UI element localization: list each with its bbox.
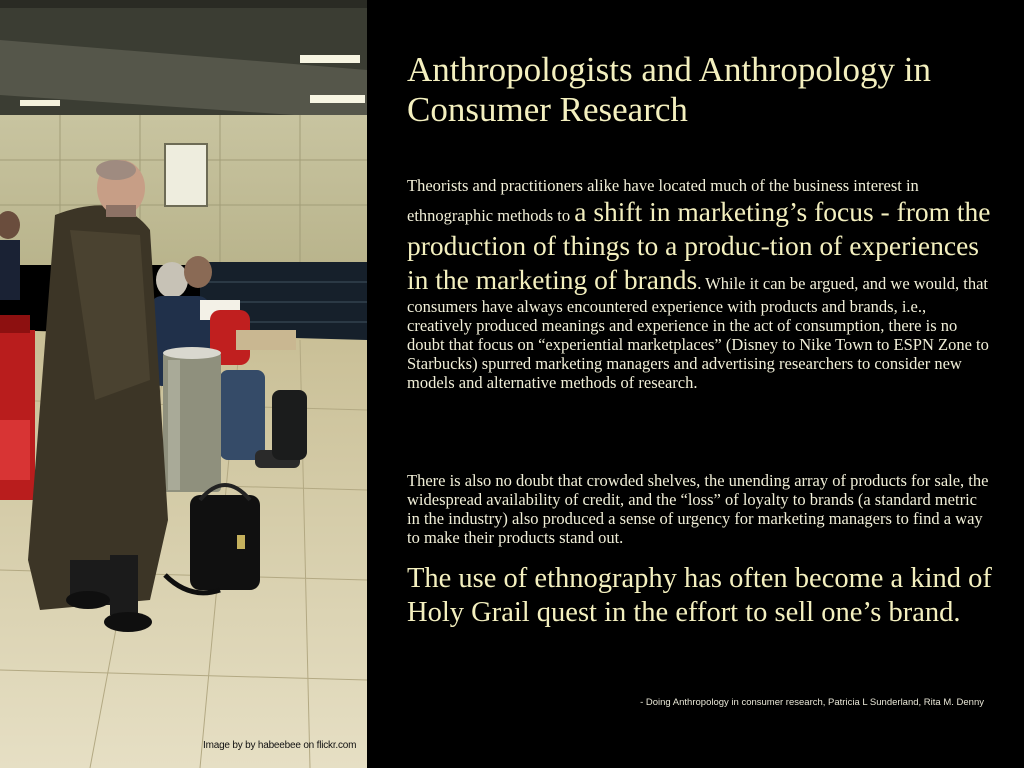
- paragraph-1: [407, 176, 992, 392]
- paragraph-2: There is also no doubt that crowded shelves, the unending array of products for sale, the widespread availability of credit, and the “loss” of loyalty to brands (a standard metric in the industry) also produced a sense of urgency for marketing managers to find a way to make their products stand out.: [407, 471, 989, 547]
- wall-sign: [165, 144, 207, 206]
- paragraph-1-lead: Theorists and practitioners alike have located much of the business interest in ethnographic methods to: [407, 176, 919, 225]
- source-citation: - Doing Anthropology in consumer research, Patricia L Sunderland, Rita M. Denny: [640, 697, 984, 708]
- paragraph-1-rest: . While it can be argued, and we would, that consumers have always encountered experience with products and brands, i.e., creatively produced meanings and experience in the act of consumption, there is no doubt that focus on “experiential marketplaces” (Disney to Nike Town to ESPN Zone to Starbucks) spurred marketing managers and advertising researchers to consider new models and alternative methods of research.: [407, 274, 989, 392]
- paragraph-1-emphasis: a shift in marketing’s focus - from the production of things to a produc-tion of experiences in the marketing of brands: [407, 196, 991, 295]
- trash-can: [163, 347, 221, 492]
- highlight-quote: The use of ethnography has often become a kind of Holy Grail quest in the effort to sell one’s brand.: [407, 563, 992, 628]
- image-credit: Image by by habeebee on flickr.com: [203, 740, 357, 751]
- airport-photo: [0, 0, 367, 768]
- slide-title: Anthropologists and Anthropology in Consumer Research: [407, 50, 932, 129]
